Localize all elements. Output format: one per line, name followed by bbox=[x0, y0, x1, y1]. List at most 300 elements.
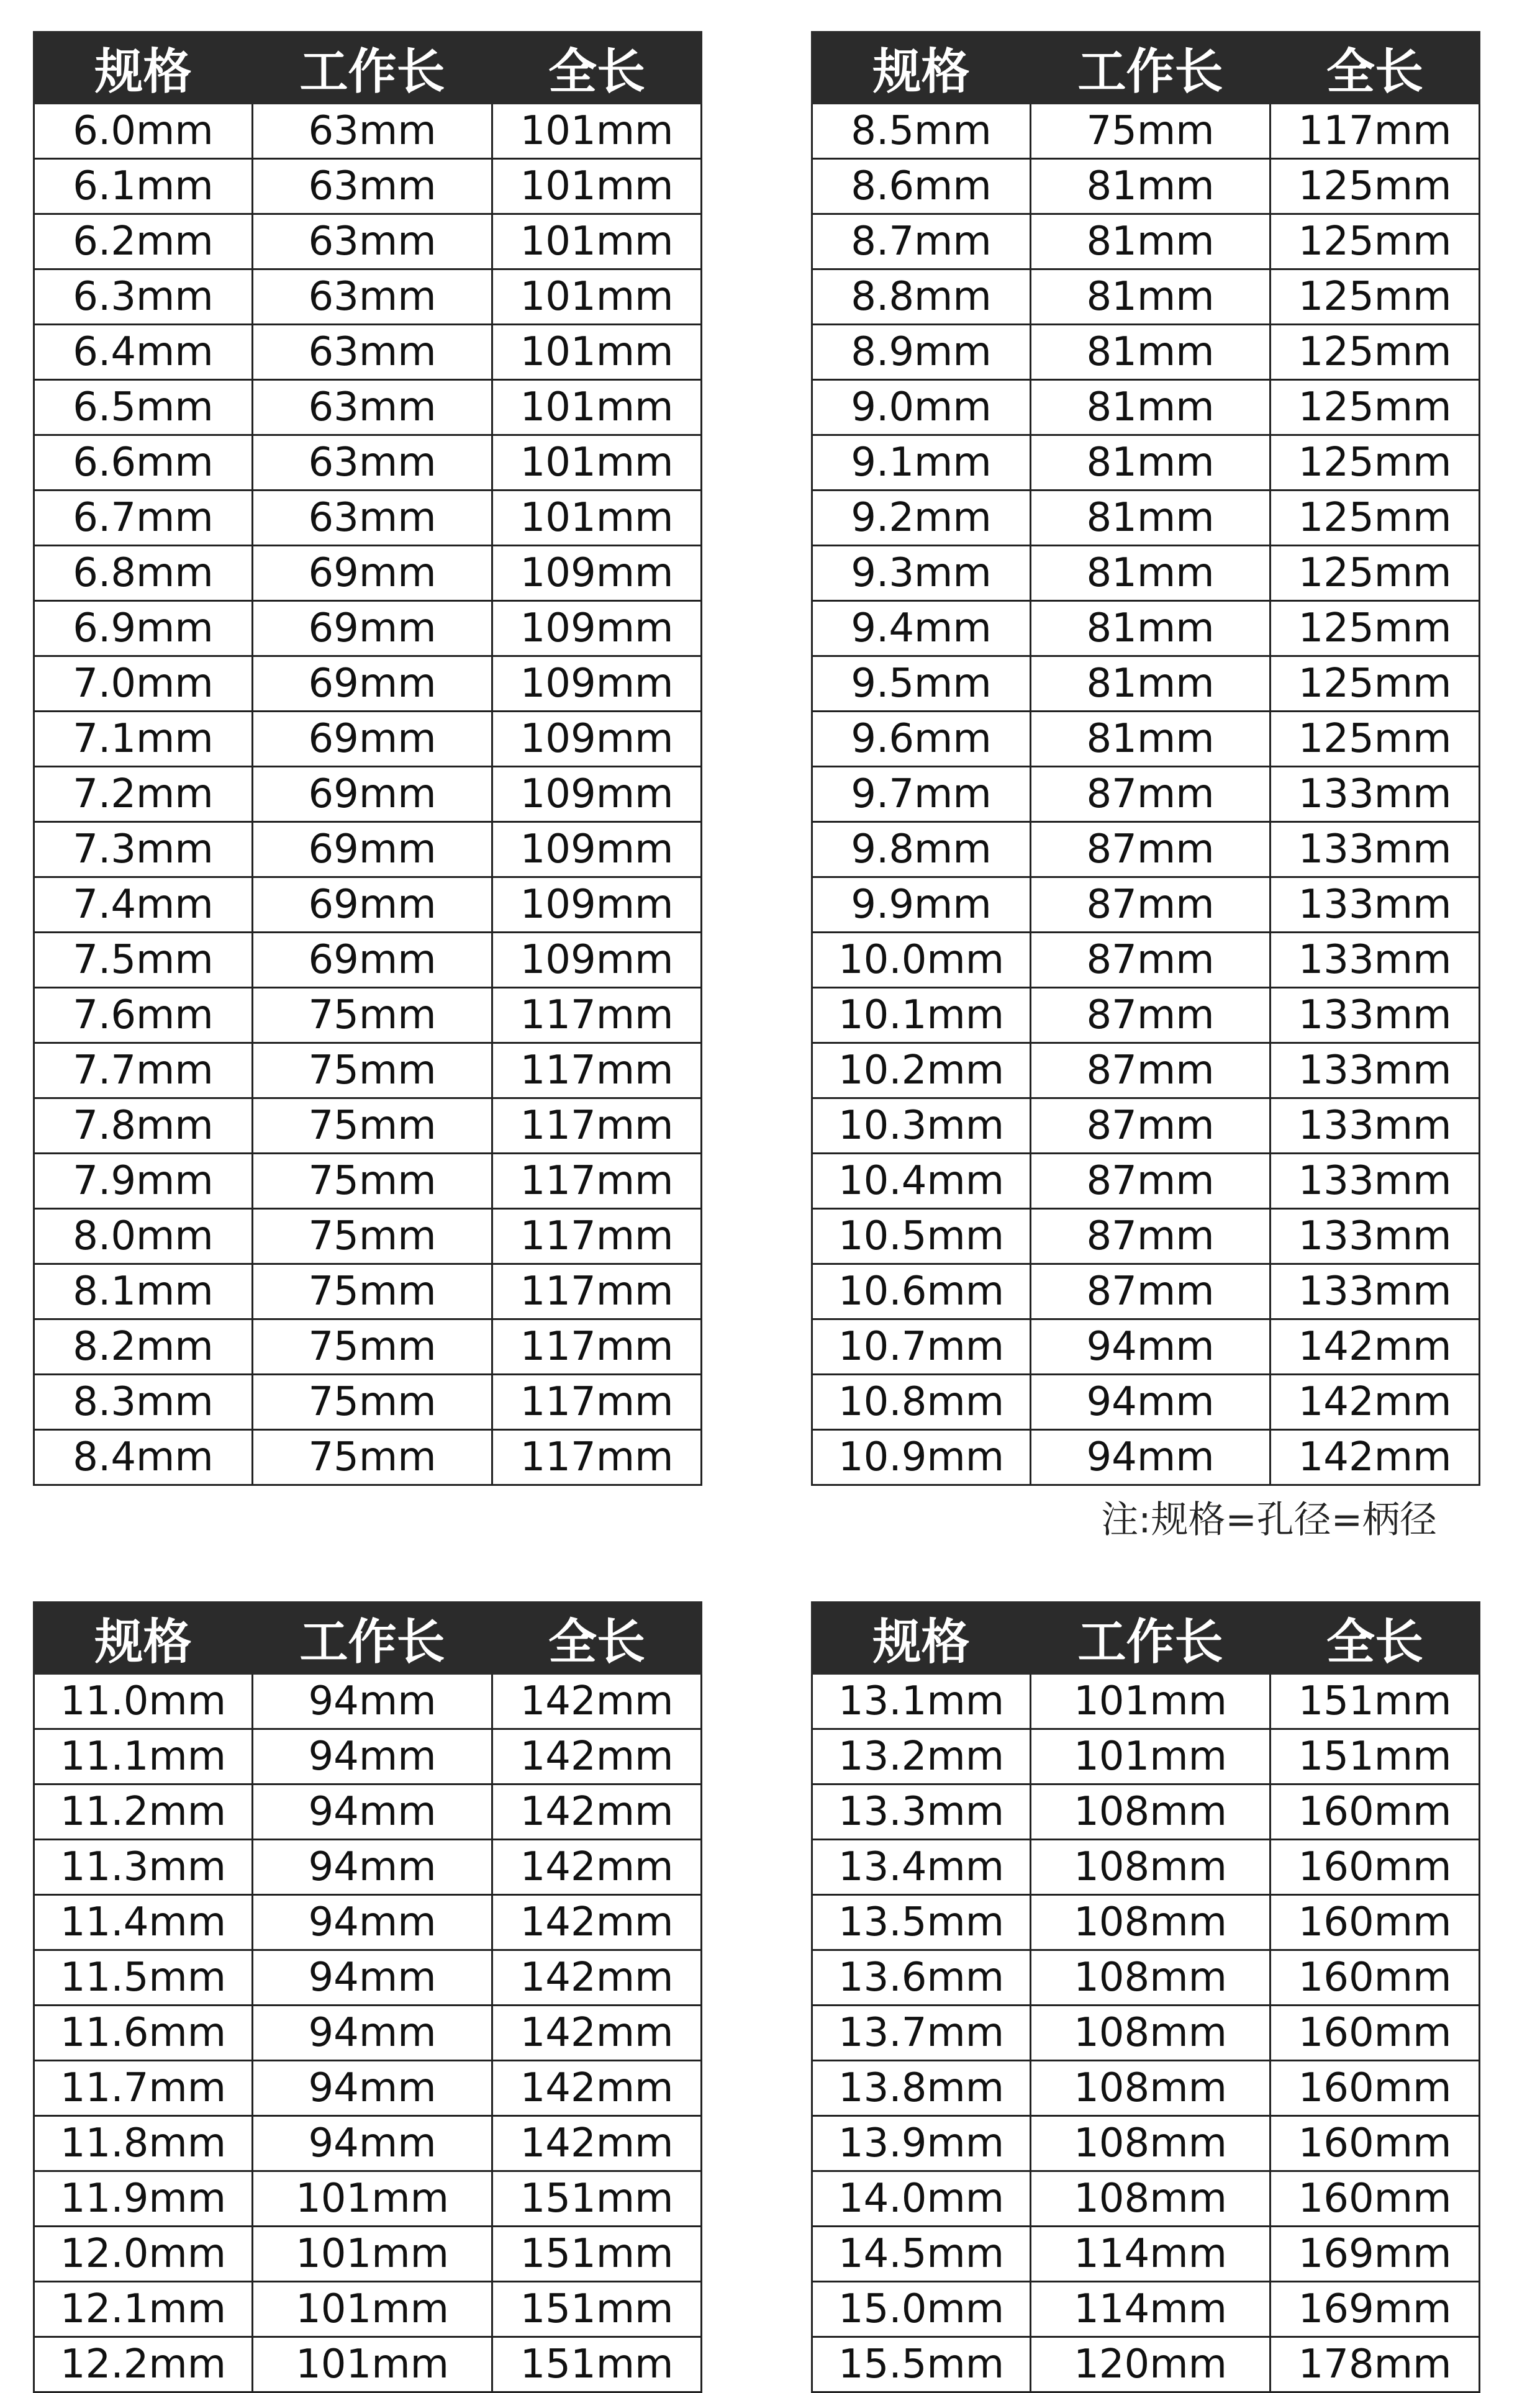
table-row bbox=[812, 767, 1480, 822]
cell-spec: 8.0mm bbox=[34, 1209, 253, 1264]
table-row bbox=[34, 767, 702, 822]
table-row bbox=[812, 1209, 1480, 1264]
cell-working-length: 81mm bbox=[1031, 269, 1270, 325]
cell-working-length: 69mm bbox=[253, 601, 492, 656]
table-row bbox=[34, 2116, 702, 2171]
cell-spec: 6.5mm bbox=[34, 380, 253, 435]
cell-working-length: 94mm bbox=[253, 1674, 492, 1729]
cell-total-length: 125mm bbox=[1270, 159, 1480, 214]
table-body bbox=[812, 104, 1480, 1485]
cell-spec: 9.1mm bbox=[812, 435, 1031, 491]
cell-working-length: 94mm bbox=[253, 1785, 492, 1840]
table-row bbox=[34, 1043, 702, 1098]
cell-working-length: 81mm bbox=[1031, 380, 1270, 435]
cell-total-length: 117mm bbox=[492, 1430, 702, 1485]
cell-total-length: 117mm bbox=[492, 1098, 702, 1154]
cell-working-length: 75mm bbox=[253, 1154, 492, 1209]
cell-total-length: 101mm bbox=[492, 325, 702, 380]
cell-spec: 10.8mm bbox=[812, 1375, 1031, 1430]
cell-total-length: 109mm bbox=[492, 712, 702, 767]
cell-spec: 10.1mm bbox=[812, 988, 1031, 1043]
cell-spec: 10.3mm bbox=[812, 1098, 1031, 1154]
header-spec: 规格 bbox=[812, 1603, 1031, 1674]
cell-working-length: 63mm bbox=[253, 435, 492, 491]
cell-spec: 10.2mm bbox=[812, 1043, 1031, 1098]
cell-spec: 7.2mm bbox=[34, 767, 253, 822]
cell-total-length: 142mm bbox=[492, 2006, 702, 2061]
cell-spec: 13.8mm bbox=[812, 2061, 1031, 2116]
table-row bbox=[812, 1430, 1480, 1485]
cell-total-length: 101mm bbox=[492, 159, 702, 214]
cell-total-length: 151mm bbox=[492, 2282, 702, 2337]
cell-spec: 8.8mm bbox=[812, 269, 1031, 325]
table-header-row bbox=[812, 1603, 1480, 1674]
cell-working-length: 69mm bbox=[253, 546, 492, 601]
cell-total-length: 160mm bbox=[1270, 1895, 1480, 1950]
cell-spec: 7.9mm bbox=[34, 1154, 253, 1209]
table-row bbox=[34, 1729, 702, 1785]
table-row bbox=[812, 104, 1480, 159]
table-row bbox=[34, 159, 702, 214]
cell-spec: 11.7mm bbox=[34, 2061, 253, 2116]
cell-working-length: 114mm bbox=[1031, 2227, 1270, 2282]
cell-spec: 12.0mm bbox=[34, 2227, 253, 2282]
cell-total-length: 160mm bbox=[1270, 2116, 1480, 2171]
cell-total-length: 151mm bbox=[492, 2337, 702, 2392]
cell-spec: 8.4mm bbox=[34, 1430, 253, 1485]
table-row bbox=[812, 1674, 1480, 1729]
table-row bbox=[34, 491, 702, 546]
cell-total-length: 169mm bbox=[1270, 2227, 1480, 2282]
cell-spec: 9.0mm bbox=[812, 380, 1031, 435]
cell-total-length: 125mm bbox=[1270, 325, 1480, 380]
cell-spec: 9.8mm bbox=[812, 822, 1031, 877]
table-header-row bbox=[812, 32, 1480, 104]
cell-total-length: 169mm bbox=[1270, 2282, 1480, 2337]
table-row bbox=[812, 491, 1480, 546]
header-spec: 规格 bbox=[34, 32, 253, 104]
table-row bbox=[34, 933, 702, 988]
cell-spec: 11.2mm bbox=[34, 1785, 253, 1840]
cell-spec: 14.5mm bbox=[812, 2227, 1031, 2282]
table-row bbox=[812, 988, 1480, 1043]
cell-working-length: 94mm bbox=[253, 2006, 492, 2061]
cell-total-length: 109mm bbox=[492, 601, 702, 656]
cell-spec: 9.2mm bbox=[812, 491, 1031, 546]
cell-spec: 13.1mm bbox=[812, 1674, 1031, 1729]
cell-total-length: 133mm bbox=[1270, 1264, 1480, 1319]
cell-total-length: 125mm bbox=[1270, 491, 1480, 546]
cell-total-length: 133mm bbox=[1270, 822, 1480, 877]
cell-spec: 10.6mm bbox=[812, 1264, 1031, 1319]
cell-total-length: 117mm bbox=[492, 1375, 702, 1430]
table-row bbox=[812, 214, 1480, 269]
cell-total-length: 151mm bbox=[1270, 1729, 1480, 1785]
cell-spec: 8.2mm bbox=[34, 1319, 253, 1375]
spec-table-1 bbox=[33, 31, 702, 1486]
cell-working-length: 81mm bbox=[1031, 712, 1270, 767]
table-row bbox=[812, 1950, 1480, 2006]
cell-total-length: 142mm bbox=[492, 2061, 702, 2116]
table-row bbox=[34, 1375, 702, 1430]
cell-spec: 13.2mm bbox=[812, 1729, 1031, 1785]
cell-working-length: 94mm bbox=[253, 1729, 492, 1785]
cell-working-length: 81mm bbox=[1031, 656, 1270, 712]
cell-total-length: 101mm bbox=[492, 214, 702, 269]
table-row bbox=[812, 380, 1480, 435]
cell-spec: 7.4mm bbox=[34, 877, 253, 933]
table-row bbox=[34, 1950, 702, 2006]
cell-working-length: 69mm bbox=[253, 822, 492, 877]
table-header-row bbox=[34, 32, 702, 104]
cell-spec: 9.3mm bbox=[812, 546, 1031, 601]
cell-total-length: 125mm bbox=[1270, 435, 1480, 491]
cell-total-length: 101mm bbox=[492, 491, 702, 546]
cell-total-length: 133mm bbox=[1270, 1154, 1480, 1209]
table-row bbox=[812, 269, 1480, 325]
cell-working-length: 81mm bbox=[1031, 325, 1270, 380]
cell-spec: 15.5mm bbox=[812, 2337, 1031, 2392]
spec-table-2 bbox=[811, 31, 1480, 1486]
table-row bbox=[812, 601, 1480, 656]
cell-total-length: 160mm bbox=[1270, 2171, 1480, 2227]
cell-spec: 15.0mm bbox=[812, 2282, 1031, 2337]
table-row bbox=[34, 380, 702, 435]
cell-working-length: 81mm bbox=[1031, 491, 1270, 546]
cell-working-length: 81mm bbox=[1031, 546, 1270, 601]
cell-total-length: 151mm bbox=[1270, 1674, 1480, 1729]
cell-working-length: 63mm bbox=[253, 104, 492, 159]
cell-working-length: 87mm bbox=[1031, 933, 1270, 988]
cell-spec: 7.1mm bbox=[34, 712, 253, 767]
header-total-length: 全长 bbox=[1270, 32, 1480, 104]
cell-total-length: 160mm bbox=[1270, 1785, 1480, 1840]
table-note: 注:规格=孔径=柄径 bbox=[1101, 1498, 1437, 1542]
spec-table-4 bbox=[811, 1601, 1480, 2393]
cell-spec: 9.7mm bbox=[812, 767, 1031, 822]
header-working-length: 工作长 bbox=[253, 1603, 492, 1674]
cell-working-length: 63mm bbox=[253, 491, 492, 546]
cell-total-length: 125mm bbox=[1270, 601, 1480, 656]
cell-spec: 11.1mm bbox=[34, 1729, 253, 1785]
table-row bbox=[812, 159, 1480, 214]
cell-spec: 7.5mm bbox=[34, 933, 253, 988]
cell-working-length: 69mm bbox=[253, 767, 492, 822]
cell-total-length: 125mm bbox=[1270, 656, 1480, 712]
cell-working-length: 63mm bbox=[253, 325, 492, 380]
cell-spec: 6.3mm bbox=[34, 269, 253, 325]
cell-working-length: 94mm bbox=[253, 2061, 492, 2116]
cell-spec: 8.5mm bbox=[812, 104, 1031, 159]
cell-spec: 13.4mm bbox=[812, 1840, 1031, 1895]
cell-total-length: 125mm bbox=[1270, 214, 1480, 269]
spec-table-3 bbox=[33, 1601, 702, 2393]
cell-working-length: 101mm bbox=[1031, 1729, 1270, 1785]
cell-total-length: 133mm bbox=[1270, 1043, 1480, 1098]
cell-working-length: 94mm bbox=[253, 1895, 492, 1950]
cell-working-length: 81mm bbox=[1031, 159, 1270, 214]
table-row bbox=[812, 2061, 1480, 2116]
table-row bbox=[34, 1209, 702, 1264]
cell-working-length: 75mm bbox=[253, 1098, 492, 1154]
cell-working-length: 81mm bbox=[1031, 435, 1270, 491]
cell-working-length: 108mm bbox=[1031, 1895, 1270, 1950]
cell-spec: 13.7mm bbox=[812, 2006, 1031, 2061]
cell-total-length: 151mm bbox=[492, 2227, 702, 2282]
table-row bbox=[812, 2337, 1480, 2392]
cell-total-length: 109mm bbox=[492, 933, 702, 988]
cell-total-length: 125mm bbox=[1270, 546, 1480, 601]
cell-working-length: 75mm bbox=[253, 988, 492, 1043]
table-row bbox=[812, 2006, 1480, 2061]
table-row bbox=[812, 546, 1480, 601]
cell-working-length: 94mm bbox=[253, 1840, 492, 1895]
cell-total-length: 101mm bbox=[492, 380, 702, 435]
header-spec: 规格 bbox=[34, 1603, 253, 1674]
cell-total-length: 142mm bbox=[492, 1729, 702, 1785]
cell-total-length: 142mm bbox=[492, 1674, 702, 1729]
cell-spec: 6.8mm bbox=[34, 546, 253, 601]
cell-working-length: 81mm bbox=[1031, 214, 1270, 269]
cell-spec: 10.4mm bbox=[812, 1154, 1031, 1209]
cell-total-length: 125mm bbox=[1270, 712, 1480, 767]
cell-total-length: 117mm bbox=[492, 1154, 702, 1209]
cell-spec: 13.3mm bbox=[812, 1785, 1031, 1840]
cell-total-length: 109mm bbox=[492, 767, 702, 822]
cell-total-length: 109mm bbox=[492, 877, 702, 933]
cell-spec: 7.7mm bbox=[34, 1043, 253, 1098]
cell-working-length: 87mm bbox=[1031, 1264, 1270, 1319]
cell-working-length: 108mm bbox=[1031, 1785, 1270, 1840]
cell-spec: 6.2mm bbox=[34, 214, 253, 269]
header-working-length: 工作长 bbox=[1031, 1603, 1270, 1674]
table-row bbox=[34, 656, 702, 712]
table-row bbox=[34, 104, 702, 159]
cell-working-length: 87mm bbox=[1031, 1154, 1270, 1209]
table-row bbox=[34, 1264, 702, 1319]
cell-total-length: 117mm bbox=[492, 1264, 702, 1319]
cell-spec: 7.0mm bbox=[34, 656, 253, 712]
cell-working-length: 94mm bbox=[253, 1950, 492, 2006]
table-row bbox=[812, 822, 1480, 877]
cell-working-length: 69mm bbox=[253, 656, 492, 712]
cell-total-length: 109mm bbox=[492, 822, 702, 877]
cell-spec: 12.1mm bbox=[34, 2282, 253, 2337]
table-row bbox=[34, 1154, 702, 1209]
cell-working-length: 63mm bbox=[253, 214, 492, 269]
cell-working-length: 101mm bbox=[253, 2282, 492, 2337]
cell-total-length: 117mm bbox=[492, 1209, 702, 1264]
table-row bbox=[812, 1264, 1480, 1319]
cell-total-length: 125mm bbox=[1270, 380, 1480, 435]
table-row bbox=[812, 1895, 1480, 1950]
cell-spec: 6.1mm bbox=[34, 159, 253, 214]
table-row bbox=[812, 933, 1480, 988]
table-header-row bbox=[34, 1603, 702, 1674]
table-row bbox=[812, 712, 1480, 767]
cell-working-length: 108mm bbox=[1031, 2061, 1270, 2116]
cell-spec: 11.0mm bbox=[34, 1674, 253, 1729]
cell-spec: 10.5mm bbox=[812, 1209, 1031, 1264]
cell-total-length: 142mm bbox=[492, 1840, 702, 1895]
table-row bbox=[34, 1785, 702, 1840]
cell-working-length: 87mm bbox=[1031, 1043, 1270, 1098]
cell-working-length: 75mm bbox=[253, 1375, 492, 1430]
cell-spec: 7.3mm bbox=[34, 822, 253, 877]
cell-spec: 13.9mm bbox=[812, 2116, 1031, 2171]
table-row bbox=[34, 2006, 702, 2061]
table-row bbox=[34, 988, 702, 1043]
cell-total-length: 133mm bbox=[1270, 988, 1480, 1043]
table-row bbox=[812, 1319, 1480, 1375]
cell-spec: 11.3mm bbox=[34, 1840, 253, 1895]
cell-total-length: 133mm bbox=[1270, 767, 1480, 822]
cell-total-length: 142mm bbox=[492, 1895, 702, 1950]
table-row bbox=[812, 656, 1480, 712]
cell-working-length: 63mm bbox=[253, 380, 492, 435]
cell-spec: 8.6mm bbox=[812, 159, 1031, 214]
cell-working-length: 75mm bbox=[1031, 104, 1270, 159]
cell-working-length: 101mm bbox=[253, 2337, 492, 2392]
table-row bbox=[34, 601, 702, 656]
cell-working-length: 101mm bbox=[253, 2171, 492, 2227]
cell-spec: 6.4mm bbox=[34, 325, 253, 380]
cell-working-length: 120mm bbox=[1031, 2337, 1270, 2392]
cell-spec: 9.6mm bbox=[812, 712, 1031, 767]
cell-spec: 11.5mm bbox=[34, 1950, 253, 2006]
header-total-length: 全长 bbox=[1270, 1603, 1480, 1674]
header-spec: 规格 bbox=[812, 32, 1031, 104]
cell-spec: 8.7mm bbox=[812, 214, 1031, 269]
cell-total-length: 133mm bbox=[1270, 1209, 1480, 1264]
table-body bbox=[34, 104, 702, 1485]
table-row bbox=[34, 2171, 702, 2227]
cell-working-length: 69mm bbox=[253, 712, 492, 767]
cell-total-length: 125mm bbox=[1270, 269, 1480, 325]
cell-working-length: 108mm bbox=[1031, 1840, 1270, 1895]
table-row bbox=[812, 1154, 1480, 1209]
table-row bbox=[34, 877, 702, 933]
cell-working-length: 108mm bbox=[1031, 2006, 1270, 2061]
table-row bbox=[34, 2282, 702, 2337]
table-row bbox=[34, 2061, 702, 2116]
table-row bbox=[34, 1840, 702, 1895]
cell-total-length: 142mm bbox=[1270, 1430, 1480, 1485]
cell-total-length: 101mm bbox=[492, 269, 702, 325]
cell-spec: 11.8mm bbox=[34, 2116, 253, 2171]
cell-spec: 9.9mm bbox=[812, 877, 1031, 933]
table-row bbox=[34, 1895, 702, 1950]
cell-working-length: 108mm bbox=[1031, 1950, 1270, 2006]
cell-total-length: 133mm bbox=[1270, 933, 1480, 988]
cell-total-length: 117mm bbox=[1270, 104, 1480, 159]
cell-spec: 7.6mm bbox=[34, 988, 253, 1043]
table-row bbox=[812, 1043, 1480, 1098]
cell-working-length: 87mm bbox=[1031, 988, 1270, 1043]
cell-total-length: 109mm bbox=[492, 546, 702, 601]
table-row bbox=[34, 1430, 702, 1485]
table-row bbox=[34, 214, 702, 269]
table-row bbox=[812, 435, 1480, 491]
table-row bbox=[34, 1674, 702, 1729]
cell-spec: 12.2mm bbox=[34, 2337, 253, 2392]
header-total-length: 全长 bbox=[492, 32, 702, 104]
cell-working-length: 87mm bbox=[1031, 767, 1270, 822]
cell-working-length: 87mm bbox=[1031, 1209, 1270, 1264]
cell-total-length: 117mm bbox=[492, 1043, 702, 1098]
cell-working-length: 75mm bbox=[253, 1209, 492, 1264]
table-row bbox=[34, 2337, 702, 2392]
cell-working-length: 94mm bbox=[1031, 1319, 1270, 1375]
cell-working-length: 87mm bbox=[1031, 1098, 1270, 1154]
table-row bbox=[812, 2227, 1480, 2282]
table-row bbox=[34, 1098, 702, 1154]
cell-total-length: 101mm bbox=[492, 104, 702, 159]
cell-working-length: 101mm bbox=[253, 2227, 492, 2282]
cell-total-length: 133mm bbox=[1270, 1098, 1480, 1154]
cell-working-length: 114mm bbox=[1031, 2282, 1270, 2337]
table-row bbox=[812, 1375, 1480, 1430]
cell-total-length: 101mm bbox=[492, 435, 702, 491]
cell-working-length: 87mm bbox=[1031, 822, 1270, 877]
cell-spec: 6.9mm bbox=[34, 601, 253, 656]
cell-working-length: 87mm bbox=[1031, 877, 1270, 933]
cell-spec: 13.6mm bbox=[812, 1950, 1031, 2006]
cell-working-length: 101mm bbox=[1031, 1674, 1270, 1729]
cell-total-length: 117mm bbox=[492, 1319, 702, 1375]
cell-working-length: 94mm bbox=[1031, 1430, 1270, 1485]
cell-total-length: 178mm bbox=[1270, 2337, 1480, 2392]
cell-working-length: 108mm bbox=[1031, 2116, 1270, 2171]
cell-total-length: 117mm bbox=[492, 988, 702, 1043]
table-row bbox=[34, 822, 702, 877]
table-row bbox=[812, 2116, 1480, 2171]
header-working-length: 工作长 bbox=[1031, 32, 1270, 104]
table-body bbox=[34, 1674, 702, 2392]
table-body bbox=[812, 1674, 1480, 2392]
cell-working-length: 108mm bbox=[1031, 2171, 1270, 2227]
table-row bbox=[812, 2171, 1480, 2227]
cell-total-length: 160mm bbox=[1270, 1950, 1480, 2006]
cell-total-length: 160mm bbox=[1270, 2006, 1480, 2061]
cell-spec: 8.1mm bbox=[34, 1264, 253, 1319]
cell-total-length: 142mm bbox=[1270, 1319, 1480, 1375]
cell-spec: 6.7mm bbox=[34, 491, 253, 546]
cell-spec: 14.0mm bbox=[812, 2171, 1031, 2227]
table-row bbox=[812, 1840, 1480, 1895]
cell-working-length: 94mm bbox=[1031, 1375, 1270, 1430]
cell-spec: 11.9mm bbox=[34, 2171, 253, 2227]
cell-total-length: 142mm bbox=[492, 1950, 702, 2006]
cell-spec: 11.6mm bbox=[34, 2006, 253, 2061]
cell-working-length: 69mm bbox=[253, 877, 492, 933]
cell-spec: 11.4mm bbox=[34, 1895, 253, 1950]
cell-spec: 10.7mm bbox=[812, 1319, 1031, 1375]
cell-working-length: 75mm bbox=[253, 1264, 492, 1319]
table-row bbox=[812, 1729, 1480, 1785]
cell-working-length: 75mm bbox=[253, 1043, 492, 1098]
table-row bbox=[34, 546, 702, 601]
table-row bbox=[812, 2282, 1480, 2337]
cell-spec: 8.3mm bbox=[34, 1375, 253, 1430]
cell-spec: 9.4mm bbox=[812, 601, 1031, 656]
cell-total-length: 133mm bbox=[1270, 877, 1480, 933]
cell-spec: 8.9mm bbox=[812, 325, 1031, 380]
cell-working-length: 81mm bbox=[1031, 601, 1270, 656]
cell-working-length: 63mm bbox=[253, 159, 492, 214]
table-row bbox=[34, 712, 702, 767]
table-row bbox=[34, 1319, 702, 1375]
